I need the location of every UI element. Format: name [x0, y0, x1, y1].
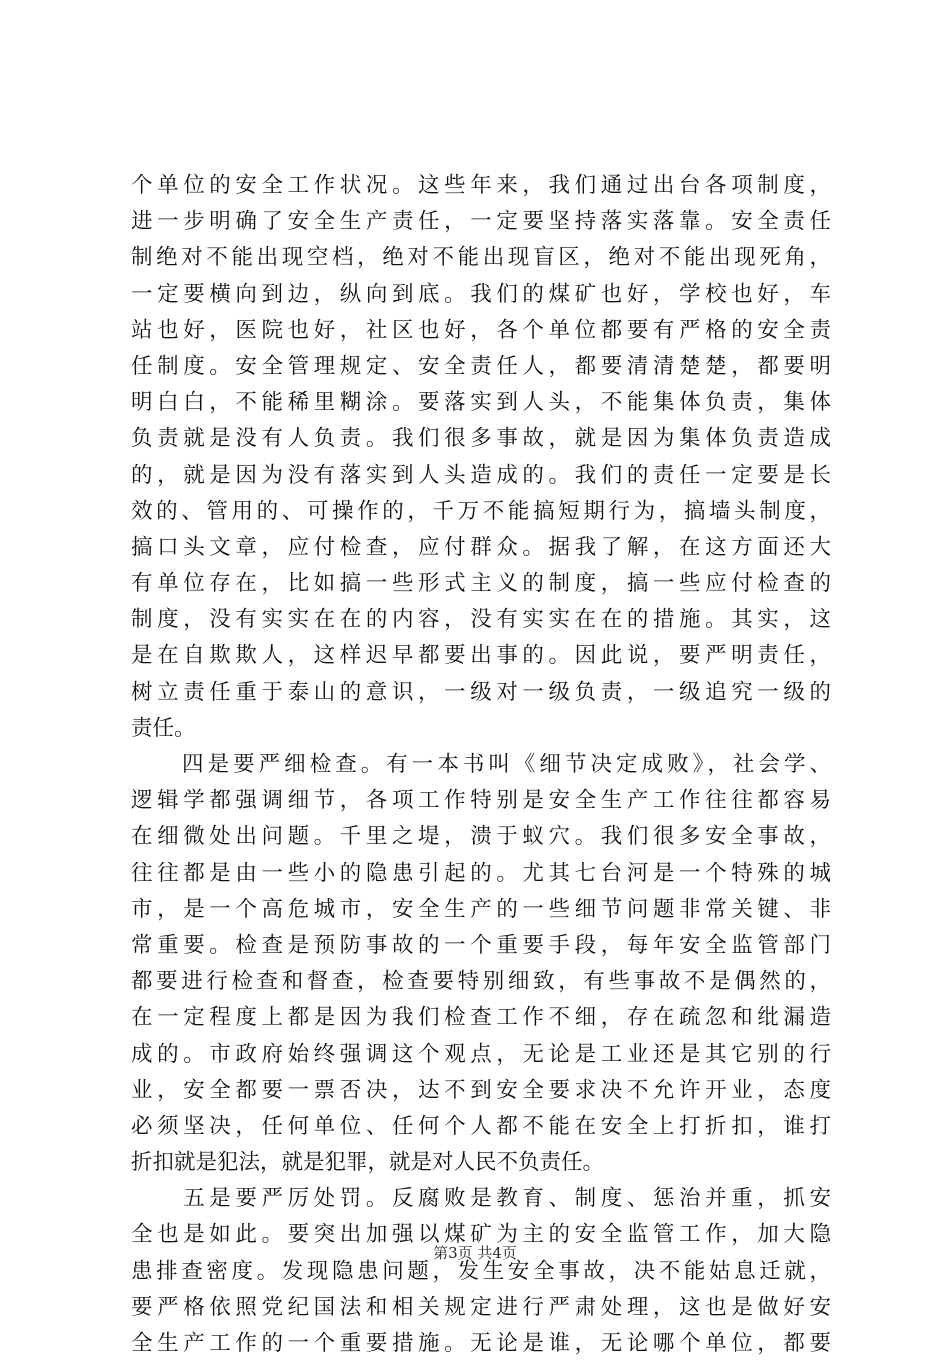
text-line: 制度，没有实实在在的内容，没有实实在在的措施。其实，这: [131, 607, 831, 633]
text-line: 要严格依照党纪国法和相关规定进行严肃处理，这也是做好安: [131, 1294, 831, 1320]
text-line: 负责就是没有人负责。我们很多事故，就是因为集体负责造成: [131, 426, 831, 452]
text-line: 制绝对不能出现空档，绝对不能出现盲区，绝对不能出现死角，: [131, 245, 831, 271]
text-line: 是在自欺欺人，这样迟早都要出事的。因此说，要严明责任，: [131, 643, 831, 669]
text-line: 任制度。安全管理规定、安全责任人，都要清清楚楚，都要明: [131, 353, 831, 379]
text-line: 在细微处出问题。千里之堤，溃于蚁穴。我们很多安全事故，: [131, 824, 831, 850]
text-line: 个单位的安全工作状况。这些年来，我们通过出台各项制度，: [131, 173, 831, 198]
text-line: 站也好，医院也好，社区也好，各个单位都要有严格的安全责: [131, 317, 831, 343]
text-line: 五是要严厉处罚。反腐败是教育、制度、惩治并重，抓安: [131, 1186, 831, 1212]
text-line: 进一步明确了安全生产责任，一定要坚持落实落靠。安全责任: [131, 209, 831, 235]
text-line: 折扣就是犯法，就是犯罪，就是对人民不负责任。: [131, 1150, 605, 1176]
text-line: 一定要横向到边，纵向到底。我们的煤矿也好，学校也好，车: [131, 281, 831, 307]
text-line: 全生产工作的一个重要措施。无论是谁，无论哪个单位，都要: [131, 1331, 831, 1356]
paragraph-strict-inspection: [131, 747, 831, 1181]
text-line: 四是要严细检查。有一本书叫《细节决定成败》，社会学、: [131, 752, 831, 777]
text-line: 全也是如此。要突出加强以煤矿为主的安全监管工作，加大隐: [131, 1222, 831, 1248]
page-number-footer: 第3页 共4页: [433, 1244, 517, 1262]
text-line: 都要进行检查和督查，检查要特别细致，有些事故不是偶然的，: [131, 969, 831, 995]
text-line: 成的。市政府始终强调这个观点，无论是工业还是其它别的行: [131, 1041, 831, 1067]
text-line: 搞口头文章，应付检查，应付群众。据我了解，在这方面还大: [131, 534, 831, 560]
body-text: [131, 168, 831, 1362]
text-line: 必须坚决，任何单位、任何个人都不能在安全上打折扣，谁打: [131, 1113, 831, 1139]
text-line: 市，是一个高危城市，安全生产的一些细节问题非常关键、非: [131, 896, 831, 922]
text-line: 树立责任重于泰山的意识，一级对一级负责，一级追究一级的: [131, 679, 831, 705]
text-line: 往往都是由一些小的隐患引起的。尤其七台河是一个特殊的城: [131, 860, 831, 886]
text-line: 有单位存在，比如搞一些形式主义的制度，搞一些应付检查的: [131, 571, 831, 597]
text-line: 患排查密度。发现隐患问题，发生安全事故，决不能姑息迁就，: [131, 1258, 831, 1284]
text-line: 明白白，不能稀里糊涂。要落实到人头，不能集体负责，集体: [131, 390, 831, 416]
paragraph-strict-punishment: [131, 1181, 831, 1362]
text-line: 的，就是因为没有落实到人头造成的。我们的责任一定要是长: [131, 462, 831, 488]
text-line: 逻辑学都强调细节，各项工作特别是安全生产工作往往都容易: [131, 788, 831, 814]
text-line: 常重要。检查是预防事故的一个重要手段，每年安全监管部门: [131, 932, 831, 958]
text-line: 业，安全都要一票否决，达不到安全要求决不允许开业，态度: [131, 1077, 831, 1103]
text-line: 效的、管用的、可操作的，千万不能搞短期行为，搞墙头制度，: [131, 498, 831, 524]
text-line: 在一定程度上都是因为我们检查工作不细，存在疏忽和纰漏造: [131, 1005, 831, 1031]
text-line: 责任。: [131, 715, 196, 741]
paragraph-continuation: [131, 168, 831, 747]
